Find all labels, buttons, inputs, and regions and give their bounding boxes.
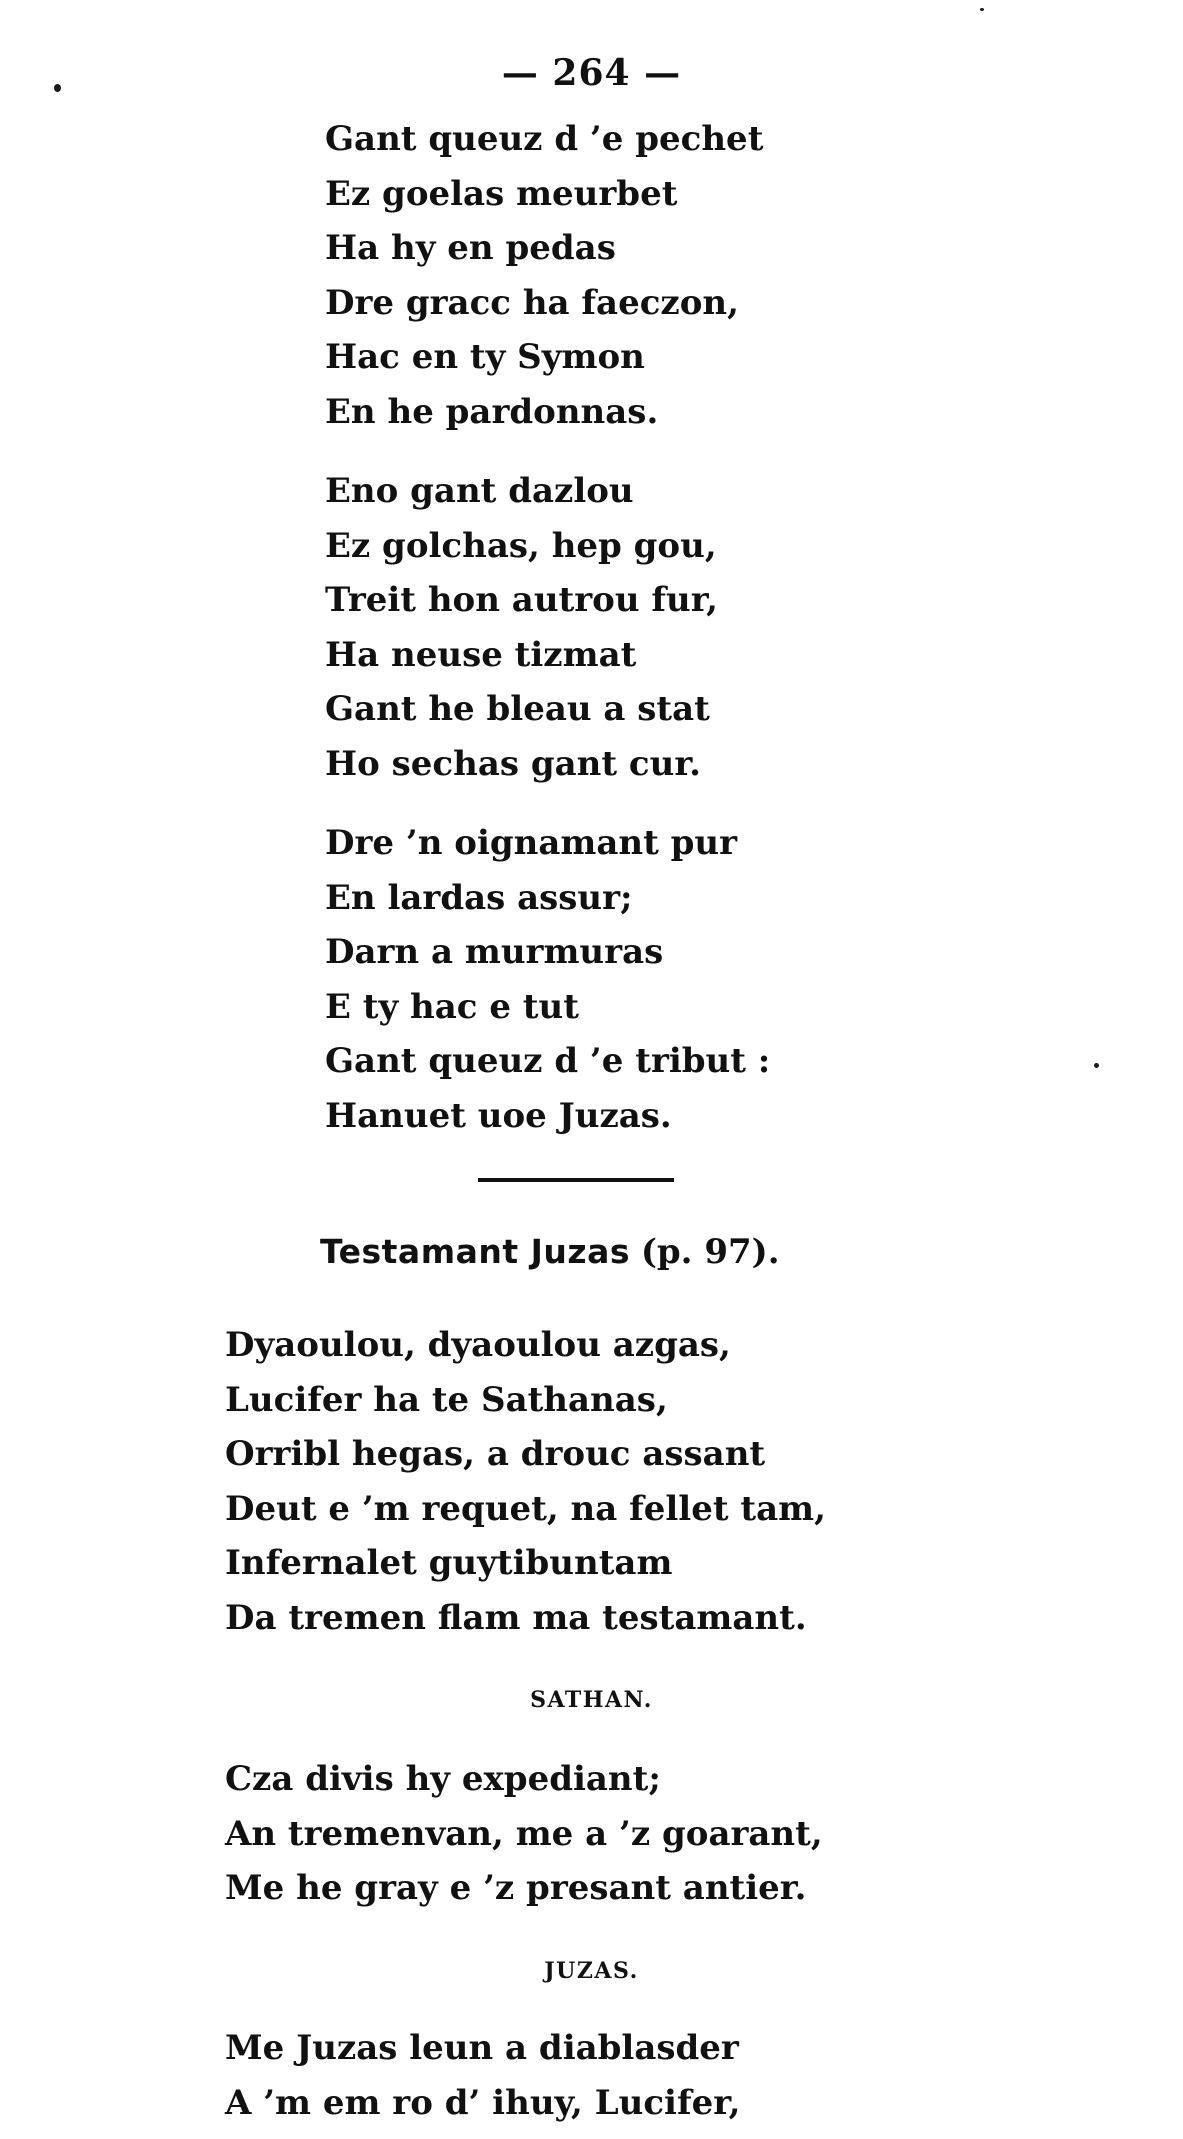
- verse-line: Gant queuz d ’e tribut :: [325, 1041, 771, 1081]
- speaker-name: SATHAN.: [530, 1687, 653, 1713]
- verse-line: Ez golchas, hep gou,: [325, 525, 717, 566]
- verse-line: Dre ’n oignamant pur: [325, 823, 738, 863]
- print-speck: [1094, 1063, 1099, 1068]
- verse-line: Dre gracc ha faeczon,: [325, 282, 739, 323]
- stanza-3: [325, 816, 770, 1143]
- verse-line: En lardas assur;: [325, 877, 633, 918]
- verse-line: Hanuet uoe Juzas.: [325, 1095, 672, 1136]
- section-divider: [478, 1178, 674, 1182]
- verse-line: Ez goelas meurbet: [325, 173, 678, 214]
- verse-line: Me Juzas leun a diablasder: [225, 2028, 739, 2068]
- stanza-2: [325, 464, 718, 791]
- verse-line: An tremenvan, me a ’z goarant,: [225, 1813, 823, 1854]
- page-number: — 264 —: [501, 52, 682, 94]
- verse-line: E ty hac e tut: [325, 986, 579, 1027]
- verse-line: Orribl hegas, a drouc assant: [225, 1434, 766, 1474]
- passage-3: [225, 2021, 741, 2130]
- verse-line: Eno gant dazlou: [325, 471, 634, 511]
- verse-line: Ho sechas gant cur.: [325, 743, 701, 784]
- print-speck: [980, 8, 984, 11]
- verse-line: Me he gray e ’z presant antier.: [225, 1868, 807, 1908]
- passage-1: [225, 1318, 826, 1645]
- verse-line: Hac en ty Symon: [325, 337, 645, 377]
- verse-line: A ’m em ro d’ ihuy, Lucifer,: [225, 2082, 741, 2123]
- verse-line: Ha hy en pedas: [325, 228, 616, 268]
- verse-line: Treit hon autrou fur,: [325, 580, 719, 620]
- speaker-name: JUZAS.: [544, 1958, 639, 1984]
- stanza-1: [325, 112, 763, 439]
- verse-line: Gant he bleau a stat: [325, 689, 710, 729]
- verse-line: Cza divis hy expediant;: [225, 1759, 661, 1799]
- section-title: Testamant Juzas: [320, 1232, 630, 1271]
- verse-line: Da tremen flam ma testamant.: [225, 1597, 807, 1638]
- passage-2: [225, 1752, 823, 1916]
- verse-line: Ha neuse tizmat: [325, 634, 637, 675]
- verse-line: Darn a murmuras: [325, 932, 664, 972]
- section-heading: [320, 1232, 780, 1272]
- verse-line: Infernalet guytibuntam: [225, 1543, 673, 1583]
- verse-line: Lucifer ha te Sathanas,: [225, 1379, 668, 1420]
- section-reference: (p. 97).: [640, 1232, 780, 1272]
- verse-line: Gant queuz d ’e pechet: [325, 119, 764, 159]
- verse-line: Deut e ’m requet, na fellet tam,: [225, 1488, 826, 1529]
- verse-line: En he pardonnas.: [325, 391, 659, 432]
- verse-line: Dyaoulou, dyaoulou azgas,: [225, 1325, 731, 1365]
